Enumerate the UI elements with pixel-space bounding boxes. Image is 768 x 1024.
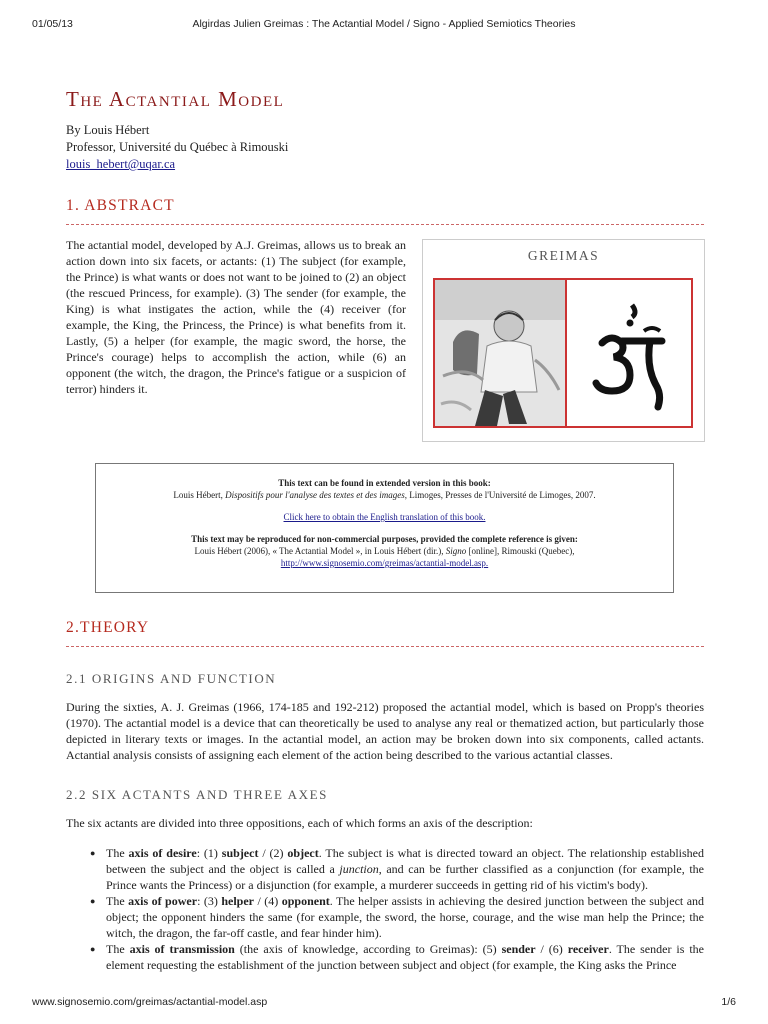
page-title: The Actantial Model <box>66 87 285 111</box>
axes-heading: 2.2 SIX ACTANTS AND THREE AXES <box>66 787 328 802</box>
axes-intro: The six actants are divided into three oppositions, each of which forms an axis of the description: <box>66 816 533 830</box>
print-date: 01/05/13 <box>32 18 73 30</box>
origins-heading: 2.1 ORIGINS AND FUNCTION <box>66 671 277 686</box>
citation-author: Louis Hébert (2006), « The Actantial Model », in Louis Hébert (dir.), <box>194 546 446 556</box>
translation-link[interactable]: Click here to obtain the English translation of this book. <box>283 512 486 522</box>
citation-notice <box>95 463 674 593</box>
theory-section <box>66 619 704 973</box>
notice-line-3: This text may be reproduced for non-commercial purposes, provided the complete reference is given: <box>191 534 578 544</box>
citation-location: [online], Rimouski (Quebec), <box>466 546 575 556</box>
author-affiliation: Professor, Université du Québec à Rimouski <box>66 140 289 154</box>
print-footer <box>32 996 736 1010</box>
greimas-photo <box>435 280 567 426</box>
greimas-figure <box>422 239 705 442</box>
footer-url: www.signosemio.com/greimas/actantial-model.asp <box>32 996 268 1008</box>
notice-book-reference <box>106 489 663 501</box>
bullet-icon: ● <box>90 848 96 858</box>
notice-citation <box>106 545 663 557</box>
notice-book-publisher: , Limoges, Presses de l'Université de Limoges, 2007. <box>404 490 596 500</box>
footer-page-number: 1/6 <box>721 996 736 1008</box>
bullet-icon: ● <box>90 896 96 906</box>
notice-book-title: Dispositifs pour l'analyse des textes et des images <box>225 490 405 500</box>
author-email-link[interactable]: louis_hebert@uqar.ca <box>66 157 176 171</box>
om-symbol <box>567 280 691 426</box>
portrait-illustration <box>435 280 567 426</box>
abstract-section <box>66 237 704 455</box>
author-name: By Louis Hébert <box>66 123 150 137</box>
bullet-icon: ● <box>90 944 96 954</box>
citation-source: Signo <box>445 546 467 556</box>
list-item: ● The axis of desire: (1) subject / (2) object. The subject is what is directed toward an object. The relationship established between the subject and the object is called a junction, and can be further classified as a conjunction (for example, the Prince wants the Princess) or a disjunction (for example, a murderer succeeds in getting rid of his victim's body). <box>90 846 705 892</box>
print-page-title: Algirdas Julien Greimas : The Actantial Model / Signo - Applied Semiotics Theories <box>192 18 576 30</box>
notice-book-author: Louis Hébert, <box>173 490 226 500</box>
article <box>66 84 704 973</box>
notice-line-1: This text can be found in extended version in this book: <box>278 478 491 488</box>
figure-frame <box>433 278 693 428</box>
origins-text: During the sixties, A. J. Greimas (1966, 174-185 and 192-212) proposed the actantial model, which is based on Propp's theories (1970). The actantial model is a device that can theoretically be used to analyse any real or thematized action, but particularly those depicted in literary texts or images. In the actantial model, an action may be broken down into six components, called actants. Actantial analysis consists of assigning each element of the action being described to the various actantial classes. <box>66 700 704 762</box>
list-item: ● The axis of transmission (the axis of knowledge, according to Greimas): (5) sender / (6) receiver. The sender is the element requesting the establishment of the junction between subject and object (for example, the King asks the Prince <box>90 942 705 972</box>
print-header <box>32 18 736 32</box>
list-item: ● The axis of power: (3) helper / (4) opponent. The helper assists in achieving the desired junction between the subject and object; the opponent hinders the same (for example, the sword, the horse, courage, and the wise man help the Prince; the witch, the dragon, the far-off castle, and fear hinder him). <box>90 894 705 940</box>
om-glyph-icon <box>574 293 684 413</box>
figure-title: GREIMAS <box>527 248 600 263</box>
author-block <box>66 122 704 173</box>
theory-heading: 2.THEORY <box>66 619 704 647</box>
abstract-heading: 1. ABSTRACT <box>66 197 704 225</box>
abstract-text: The actantial model, developed by A.J. Greimas, allows us to break an action down into six facets, or actants: (1) The subject (for example, the Prince) is what wants or does not want to be joined to (2) an object (the rescued Princess, for example). (3) The sender (for example, the King) is what instigates the action, while the (4) receiver (for example, the King, the Princess, the Prince) is what benefits from it. Lastly, (5) a helper (for example, the magic sword, the horse, the Prince's courage) helps to accomplish the action, while (6) an opponent (the witch, the dragon, the Prince's fatigue or a suspicion of terror) hinders it. <box>66 238 406 396</box>
axes-list <box>66 845 704 973</box>
article-url-link[interactable]: http://www.signosemio.com/greimas/actantial-model.asp. <box>280 558 489 568</box>
